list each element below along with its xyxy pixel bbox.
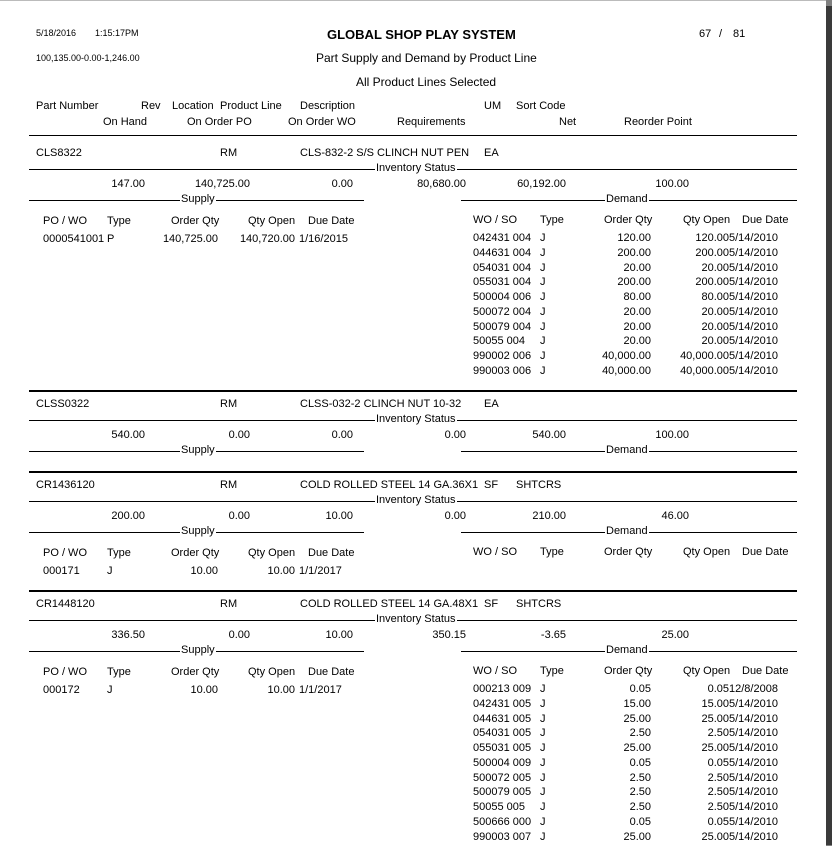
demand-due-date: 5/14/2010 xyxy=(729,350,778,362)
demand-qty-open: 0.05 xyxy=(707,756,729,769)
demand-order-qty: 200.00 xyxy=(617,246,651,259)
demand-label: Demand xyxy=(606,644,648,656)
unit-of-measure: EA xyxy=(484,147,499,159)
demand-wo-so: 055031 004 xyxy=(473,276,532,289)
demand-col-order-qty: Order Qty xyxy=(604,546,653,558)
inventory-status-label: Inventory Status xyxy=(376,413,456,425)
col-sort-code: Sort Code xyxy=(516,100,566,112)
supply-label: Supply xyxy=(181,525,215,537)
supply-col-po-wo: PO / WO xyxy=(43,547,87,559)
demand-qty-open: 40,000.00 xyxy=(680,364,729,377)
col-requirements: Requirements xyxy=(397,116,466,128)
demand-due-date: 5/14/2010 xyxy=(729,232,778,244)
supply-qty-open: 10.00 xyxy=(267,684,295,696)
demand-qty-open: 200.00 xyxy=(695,276,729,289)
demand-col-wo-so: WO / SO xyxy=(473,665,517,677)
on-order-po-value: 0.00 xyxy=(228,510,250,522)
product-line: RM xyxy=(220,398,238,410)
supply-order-qty: 10.00 xyxy=(190,684,218,696)
demand-due-date: 5/14/2010 xyxy=(729,830,778,843)
part-separator xyxy=(29,390,797,392)
on-hand-value: 147.00 xyxy=(111,178,145,190)
supply-col-po-wo: PO / WO xyxy=(43,215,87,227)
demand-qty-open: 20.00 xyxy=(701,305,729,318)
demand-type: J xyxy=(540,683,546,695)
report-selection: All Product Lines Selected xyxy=(356,75,497,89)
demand-qty-open: 80.00 xyxy=(701,291,729,303)
demand-col-qty-open: Qty Open xyxy=(683,665,731,677)
part-description: CLS-832-2 S/S CLINCH NUT PEN xyxy=(300,147,470,159)
demand-type: J xyxy=(540,232,546,244)
net-value: 60,192.00 xyxy=(517,178,566,190)
demand-col-type: Type xyxy=(540,665,564,677)
supply-col-po-wo: PO / WO xyxy=(43,666,87,678)
demand-due-date: 5/14/2010 xyxy=(729,305,778,318)
on-hand-value: 540.00 xyxy=(111,429,145,441)
part-description: CLSS-032-2 CLINCH NUT 10-32 xyxy=(300,398,462,410)
demand-qty-open: 40,000.00 xyxy=(680,350,729,362)
on-hand-value: 200.00 xyxy=(111,510,145,522)
demand-qty-open: 15.00 xyxy=(701,697,729,710)
part-number: CR1448120 xyxy=(36,598,95,610)
demand-wo-so: 000213 009 xyxy=(473,683,532,695)
on-order-po-value: 140,725.00 xyxy=(194,178,250,190)
supply-order-qty: 140,725.00 xyxy=(162,233,218,245)
demand-qty-open: 25.00 xyxy=(701,830,729,843)
demand-label: Demand xyxy=(606,444,648,456)
unit-of-measure: EA xyxy=(484,398,499,410)
demand-type: J xyxy=(540,712,546,725)
demand-wo-so: 044631 004 xyxy=(473,246,532,259)
supply-col-order-qty: Order Qty xyxy=(171,215,220,227)
demand-type: J xyxy=(540,246,546,259)
demand-due-date: 5/14/2010 xyxy=(729,786,778,799)
demand-wo-so: 042431 005 xyxy=(473,697,532,710)
demand-col-due-date: Due Date xyxy=(742,665,789,677)
product-line: RM xyxy=(220,479,238,491)
part-number: CLSS0322 xyxy=(36,398,90,410)
supply-po-wo: 0000541001 xyxy=(43,233,105,245)
demand-due-date: 5/14/2010 xyxy=(729,801,778,813)
part-description: COLD ROLLED STEEL 14 GA.36X1 xyxy=(300,479,479,491)
on-order-po-value: 0.00 xyxy=(228,629,250,641)
demand-order-qty: 2.50 xyxy=(629,727,651,740)
demand-due-date: 5/14/2010 xyxy=(729,364,778,377)
part-separator xyxy=(29,471,797,473)
net-value: 540.00 xyxy=(532,429,566,441)
supply-col-type: Type xyxy=(107,547,131,559)
demand-order-qty: 20.00 xyxy=(623,305,651,318)
demand-order-qty: 40,000.00 xyxy=(602,364,651,377)
demand-type: J xyxy=(540,276,546,289)
demand-due-date: 5/14/2010 xyxy=(729,742,778,754)
supply-type: J xyxy=(107,565,113,577)
reorder-point-value: 100.00 xyxy=(655,178,689,190)
supply-col-due-date: Due Date xyxy=(308,215,355,227)
supply-col-qty-open: Qty Open xyxy=(248,547,296,559)
demand-due-date: 5/14/2010 xyxy=(729,320,778,333)
page-separator: / xyxy=(719,28,723,40)
demand-col-order-qty: Order Qty xyxy=(604,214,653,226)
supply-type: P xyxy=(107,233,115,245)
on-order-wo-value: 10.00 xyxy=(325,629,353,641)
col-description: Description xyxy=(300,100,356,112)
demand-col-qty-open: Qty Open xyxy=(683,214,731,226)
net-value: -3.65 xyxy=(540,629,566,641)
product-line: RM xyxy=(220,147,238,159)
supply-col-due-date: Due Date xyxy=(308,666,355,678)
demand-wo-so: 990003 006 xyxy=(473,364,532,377)
supply-po-wo: 000171 xyxy=(43,565,80,577)
demand-due-date: 5/14/2010 xyxy=(729,697,778,710)
on-order-wo-value: 0.00 xyxy=(331,178,353,190)
supply-label: Supply xyxy=(181,644,215,656)
report-date: 5/18/2016 xyxy=(36,28,77,38)
col-location: Location xyxy=(172,100,214,112)
col-um: UM xyxy=(484,100,502,112)
supply-type: J xyxy=(107,684,113,696)
demand-type: J xyxy=(540,801,546,813)
demand-due-date: 5/14/2010 xyxy=(729,246,778,259)
demand-col-type: Type xyxy=(540,214,564,226)
demand-type: J xyxy=(540,727,546,740)
supply-due-date: 1/1/2017 xyxy=(299,565,342,577)
supply-due-date: 1/1/2017 xyxy=(299,684,342,696)
demand-wo-so: 500004 006 xyxy=(473,291,532,303)
demand-wo-so: 054031 004 xyxy=(473,261,532,274)
col-net: Net xyxy=(559,116,577,128)
demand-type: J xyxy=(540,305,546,318)
demand-qty-open: 20.00 xyxy=(701,261,729,274)
demand-due-date: 5/14/2010 xyxy=(729,815,778,828)
requirements-value: 0.00 xyxy=(444,429,466,441)
demand-label: Demand xyxy=(606,525,648,537)
part-number: CR1436120 xyxy=(36,479,95,491)
supply-order-qty: 10.00 xyxy=(190,565,218,577)
demand-order-qty: 20.00 xyxy=(623,320,651,333)
col-part-number: Part Number xyxy=(36,100,99,112)
demand-order-qty: 20.00 xyxy=(623,261,651,274)
demand-qty-open: 0.05 xyxy=(707,683,729,695)
demand-wo-so: 500079 005 xyxy=(473,786,532,799)
col-on-order-wo: On Order WO xyxy=(288,116,356,128)
on-order-wo-value: 10.00 xyxy=(325,510,353,522)
supply-col-type: Type xyxy=(107,666,131,678)
demand-order-qty: 25.00 xyxy=(623,712,651,725)
requirements-value: 0.00 xyxy=(444,510,466,522)
report-subtitle: Part Supply and Demand by Product Line xyxy=(316,51,537,65)
demand-due-date: 5/14/2010 xyxy=(729,771,778,784)
sort-code: SHTCRS xyxy=(516,598,562,610)
demand-order-qty: 15.00 xyxy=(623,697,651,710)
demand-type: J xyxy=(540,364,546,377)
inventory-status-label: Inventory Status xyxy=(376,613,456,625)
demand-type: J xyxy=(540,815,546,828)
demand-wo-so: 500004 009 xyxy=(473,756,532,769)
col-product-line: Product Line xyxy=(220,100,282,112)
unit-of-measure: SF xyxy=(484,598,499,610)
supply-col-qty-open: Qty Open xyxy=(248,215,296,227)
demand-wo-so: 044631 005 xyxy=(473,712,532,725)
demand-type: J xyxy=(540,756,546,769)
demand-qty-open: 0.05 xyxy=(707,815,729,828)
demand-due-date: 5/14/2010 xyxy=(729,291,778,303)
on-hand-value: 336.50 xyxy=(111,629,145,641)
reorder-point-value: 100.00 xyxy=(655,429,689,441)
demand-type: J xyxy=(540,261,546,274)
demand-col-type: Type xyxy=(540,546,564,558)
demand-qty-open: 200.00 xyxy=(695,246,729,259)
unit-of-measure: SF xyxy=(484,479,499,491)
demand-wo-so: 990002 006 xyxy=(473,350,532,362)
demand-order-qty: 80.00 xyxy=(623,291,651,303)
demand-wo-so: 055031 005 xyxy=(473,742,532,754)
header-rule xyxy=(29,135,797,136)
demand-due-date: 5/14/2010 xyxy=(729,261,778,274)
report-title: GLOBAL SHOP PLAY SYSTEM xyxy=(327,27,516,42)
demand-order-qty: 25.00 xyxy=(623,830,651,843)
part-separator xyxy=(29,590,797,592)
demand-col-order-qty: Order Qty xyxy=(604,665,653,677)
demand-qty-open: 25.00 xyxy=(701,712,729,725)
demand-wo-so: 990003 007 xyxy=(473,830,532,843)
demand-wo-so: 50055 005 xyxy=(473,801,525,813)
demand-qty-open: 25.00 xyxy=(701,742,729,754)
reorder-point-value: 46.00 xyxy=(661,510,689,522)
supply-col-due-date: Due Date xyxy=(308,547,355,559)
product-line: RM xyxy=(220,598,238,610)
demand-order-qty: 40,000.00 xyxy=(602,350,651,362)
demand-wo-so: 042431 004 xyxy=(473,232,532,244)
demand-qty-open: 20.00 xyxy=(701,335,729,348)
demand-wo-so: 054031 005 xyxy=(473,727,532,740)
inventory-status-label: Inventory Status xyxy=(376,162,456,174)
demand-label: Demand xyxy=(606,193,648,205)
demand-qty-open: 20.00 xyxy=(701,320,729,333)
demand-qty-open: 2.50 xyxy=(707,801,729,813)
report-time: 1:15:17PM xyxy=(95,28,139,38)
on-order-po-value: 0.00 xyxy=(228,429,250,441)
on-order-wo-value: 0.00 xyxy=(331,429,353,441)
demand-type: J xyxy=(540,771,546,784)
demand-order-qty: 2.50 xyxy=(629,786,651,799)
demand-order-qty: 0.05 xyxy=(629,683,651,695)
supply-col-type: Type xyxy=(107,215,131,227)
demand-order-qty: 2.50 xyxy=(629,801,651,813)
demand-wo-so: 500666 000 xyxy=(473,815,532,828)
demand-wo-so: 500072 005 xyxy=(473,771,532,784)
supply-po-wo: 000172 xyxy=(43,684,80,696)
col-rev: Rev xyxy=(141,100,161,112)
supply-col-order-qty: Order Qty xyxy=(171,547,220,559)
demand-wo-so: 500079 004 xyxy=(473,320,532,333)
demand-due-date: 5/14/2010 xyxy=(729,276,778,289)
supply-label: Supply xyxy=(181,444,215,456)
demand-order-qty: 0.05 xyxy=(629,815,651,828)
demand-type: J xyxy=(540,697,546,710)
requirements-value: 80,680.00 xyxy=(417,178,466,190)
supply-qty-open: 140,720.00 xyxy=(239,233,295,245)
demand-order-qty: 20.00 xyxy=(623,335,651,348)
inventory-status-label: Inventory Status xyxy=(376,494,456,506)
demand-qty-open: 120.00 xyxy=(695,232,729,244)
part-description: COLD ROLLED STEEL 14 GA.48X1 xyxy=(300,598,479,610)
demand-col-qty-open: Qty Open xyxy=(683,546,731,558)
sort-code: SHTCRS xyxy=(516,479,562,491)
part-number: CLS8322 xyxy=(36,147,82,159)
supply-due-date: 1/16/2015 xyxy=(299,233,348,245)
demand-type: J xyxy=(540,350,546,362)
demand-wo-so: 500072 004 xyxy=(473,305,532,318)
supply-qty-open: 10.00 xyxy=(267,565,295,577)
demand-qty-open: 2.50 xyxy=(707,771,729,784)
supply-label: Supply xyxy=(181,193,215,205)
requirements-value: 350.15 xyxy=(432,629,466,641)
col-reorder-point: Reorder Point xyxy=(624,116,692,128)
demand-wo-so: 50055 004 xyxy=(473,335,525,348)
supply-col-qty-open: Qty Open xyxy=(248,666,296,678)
demand-type: J xyxy=(540,291,546,303)
demand-type: J xyxy=(540,786,546,799)
demand-qty-open: 2.50 xyxy=(707,786,729,799)
demand-col-wo-so: WO / SO xyxy=(473,214,517,226)
demand-due-date: 5/14/2010 xyxy=(729,335,778,348)
supply-col-order-qty: Order Qty xyxy=(171,666,220,678)
demand-due-date: 12/8/2008 xyxy=(729,683,778,695)
report-parameters: 100,135.00-0.00-1,246.00 xyxy=(36,53,140,63)
demand-due-date: 5/14/2010 xyxy=(729,712,778,725)
demand-due-date: 5/14/2010 xyxy=(729,756,778,769)
demand-due-date: 5/14/2010 xyxy=(729,727,778,740)
net-value: 210.00 xyxy=(532,510,566,522)
col-on-order-po: On Order PO xyxy=(187,116,252,128)
demand-type: J xyxy=(540,335,546,348)
demand-order-qty: 0.05 xyxy=(629,756,651,769)
demand-col-wo-so: WO / SO xyxy=(473,546,517,558)
demand-qty-open: 2.50 xyxy=(707,727,729,740)
demand-order-qty: 2.50 xyxy=(629,771,651,784)
demand-order-qty: 200.00 xyxy=(617,276,651,289)
page-current: 67 xyxy=(699,28,712,40)
demand-col-due-date: Due Date xyxy=(742,214,789,226)
demand-order-qty: 25.00 xyxy=(623,742,651,754)
page-total: 81 xyxy=(733,28,746,40)
demand-col-due-date: Due Date xyxy=(742,546,789,558)
reorder-point-value: 25.00 xyxy=(661,629,689,641)
page-shadow xyxy=(826,6,832,845)
demand-order-qty: 120.00 xyxy=(617,232,651,244)
col-on-hand: On Hand xyxy=(103,116,148,128)
demand-type: J xyxy=(540,320,546,333)
demand-type: J xyxy=(540,830,546,843)
demand-type: J xyxy=(540,742,546,754)
